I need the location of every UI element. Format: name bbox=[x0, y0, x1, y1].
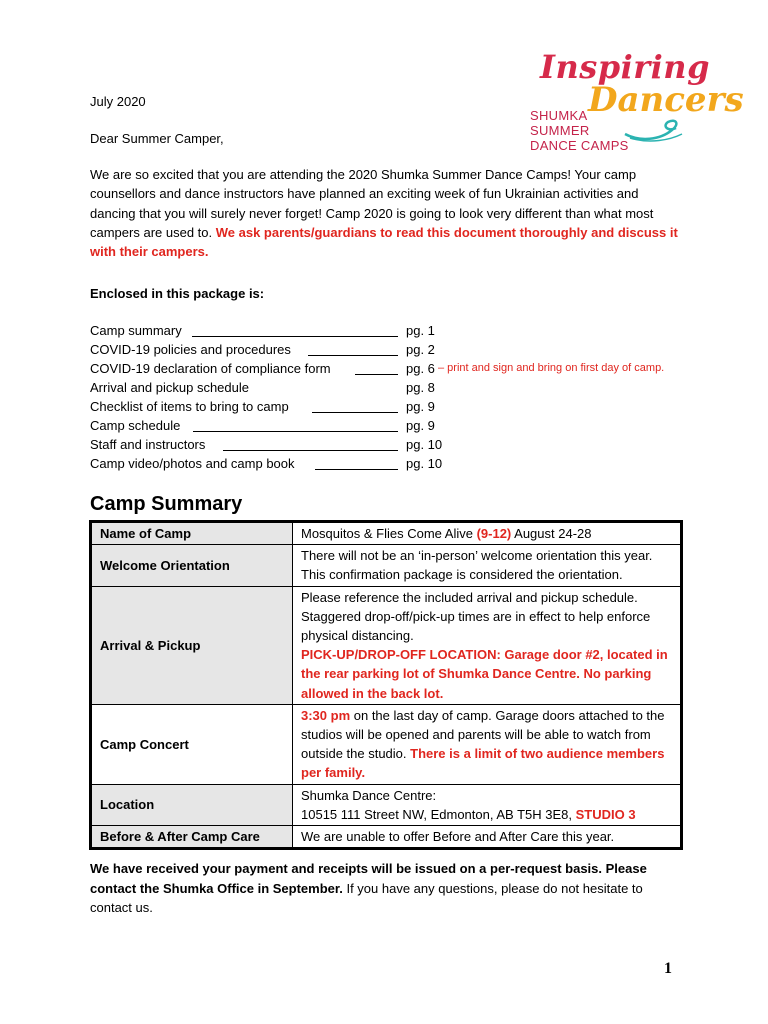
closing-paragraph bbox=[90, 859, 680, 918]
toc-page-number: pg. 9 bbox=[406, 418, 435, 433]
toc-item-label: COVID-19 policies and procedures bbox=[90, 342, 291, 357]
toc-page-number: pg. 1 bbox=[406, 323, 435, 338]
location-name: Shumka Dance Centre: bbox=[301, 787, 437, 803]
toc-item-label: Checklist of items to bring to camp bbox=[90, 399, 289, 414]
toc-leader-line bbox=[308, 355, 398, 356]
table-row-concert bbox=[91, 704, 682, 784]
concert-time: 3:30 pm bbox=[301, 707, 351, 723]
list-item bbox=[90, 361, 665, 379]
camp-summary-table bbox=[89, 520, 683, 850]
location-studio: STUDIO 3 bbox=[575, 806, 636, 822]
closing-bold-text: We have received your payment and receipts will be issued on a per-request basis. Please contact the Shumka Office in September. bbox=[90, 861, 647, 896]
intro-text: We are so excited that you are attending the 2020 Shumka Summer Dance Camps! Your camp counsellors and dance instructors have planned an exciting week of fun Ukrainian activities and dancing that you will surely never forget! Camp 2020 is going to look very different than what most campers are used to. bbox=[90, 167, 654, 240]
list-item bbox=[90, 342, 435, 360]
label-camp-name: Name of Camp bbox=[91, 522, 293, 545]
toc-leader-line bbox=[312, 412, 398, 413]
value-location bbox=[293, 784, 682, 825]
intro-warning: We ask parents/guardians to read this document thoroughly and discuss it with their campers. bbox=[90, 224, 678, 260]
value-concert bbox=[293, 704, 682, 784]
location-address: 10515 111 Street NW, Edmonton, AB T5H 3E8, bbox=[301, 806, 576, 822]
label-orientation: Welcome Orientation bbox=[91, 545, 293, 586]
toc-page-number: pg. 8 bbox=[406, 380, 435, 395]
label-concert: Camp Concert bbox=[91, 704, 293, 784]
enclosed-heading: Enclosed in this package is: bbox=[90, 286, 265, 301]
camp-summary-title: Camp Summary bbox=[90, 493, 243, 515]
toc-page-number: pg. 10 bbox=[406, 456, 443, 471]
page-number: 1 bbox=[664, 960, 672, 977]
logo-swirl-icon bbox=[620, 116, 690, 142]
list-item bbox=[90, 456, 443, 474]
logo-line-2: SUMMER bbox=[530, 123, 590, 138]
toc-leader-line bbox=[192, 336, 398, 337]
toc-page-number: pg. 10 bbox=[406, 437, 443, 452]
list-item bbox=[90, 323, 435, 341]
list-item bbox=[90, 437, 443, 455]
label-arrival: Arrival & Pickup bbox=[91, 586, 293, 704]
closing-text: If you have any questions, please do not hesitate to contact us. bbox=[90, 880, 643, 915]
camp-age-range: (9-12) bbox=[476, 526, 512, 541]
list-item bbox=[90, 399, 435, 417]
table-row-care bbox=[91, 826, 682, 849]
value-arrival bbox=[293, 586, 682, 704]
toc-item-label: Camp summary bbox=[90, 323, 182, 338]
logo-script-bottom: Dancers bbox=[588, 80, 744, 120]
list-item bbox=[90, 380, 435, 398]
toc-item-label: Arrival and pickup schedule bbox=[90, 380, 249, 395]
intro-paragraph bbox=[90, 165, 680, 261]
toc-note: – print and sign and bring on first day of camp. bbox=[438, 362, 665, 374]
concert-limit-warning: There is a limit of two audience members per family. bbox=[301, 746, 665, 781]
toc-page-number: pg. 2 bbox=[406, 342, 435, 357]
value-camp-name bbox=[293, 522, 682, 545]
toc-item-label: COVID-19 declaration of compliance form bbox=[90, 361, 331, 376]
toc-leader-line bbox=[315, 469, 398, 470]
letter-salutation: Dear Summer Camper, bbox=[90, 131, 224, 146]
toc-page-number: pg. 9 bbox=[406, 399, 435, 414]
table-row-camp-name bbox=[91, 522, 682, 545]
value-care: We are unable to offer Before and After Care this year. bbox=[293, 826, 682, 849]
toc-item-label: Staff and instructors bbox=[90, 437, 206, 452]
shumka-camps-logo bbox=[520, 48, 744, 158]
label-location: Location bbox=[91, 784, 293, 825]
label-care: Before & After Camp Care bbox=[91, 826, 293, 849]
toc-leader-line bbox=[355, 374, 398, 375]
camp-dates: August 24-28 bbox=[511, 526, 592, 541]
concert-text: on the last day of camp. Garage doors attached to the studios will be opened and parents will be able to watch from outside the studio. bbox=[301, 707, 665, 762]
table-row-arrival bbox=[91, 586, 682, 704]
toc-leader-line bbox=[223, 450, 398, 451]
arrival-text: Please reference the included arrival and pickup schedule. Staggered drop-off/pick-up times are in effect to help enforce physical distancing. bbox=[301, 589, 651, 644]
toc-item-label: Camp schedule bbox=[90, 418, 181, 433]
arrival-location-warning: PICK-UP/DROP-OFF LOCATION: Garage door #2, located in the rear parking lot of Shumka Dance Centre. No parking allowed in the back lot. bbox=[301, 647, 668, 701]
toc-item-label: Camp video/photos and camp book bbox=[90, 456, 295, 471]
letter-date: July 2020 bbox=[90, 94, 146, 109]
toc-leader-line bbox=[193, 431, 398, 432]
toc-page-number: pg. 6 bbox=[406, 361, 435, 376]
table-row-location bbox=[91, 784, 682, 825]
logo-line-1: SHUMKA bbox=[530, 108, 588, 123]
logo-line-3: DANCE CAMPS bbox=[530, 138, 629, 153]
camp-name-text: Mosquitos & Flies Come Alive bbox=[301, 526, 477, 541]
list-item bbox=[90, 418, 435, 436]
value-orientation: There will not be an ‘in-person’ welcome orientation this year. This confirmation package is considered the orientation. bbox=[293, 545, 682, 586]
table-row-orientation bbox=[91, 545, 682, 586]
logo-script-top: Inspiring bbox=[540, 48, 710, 86]
